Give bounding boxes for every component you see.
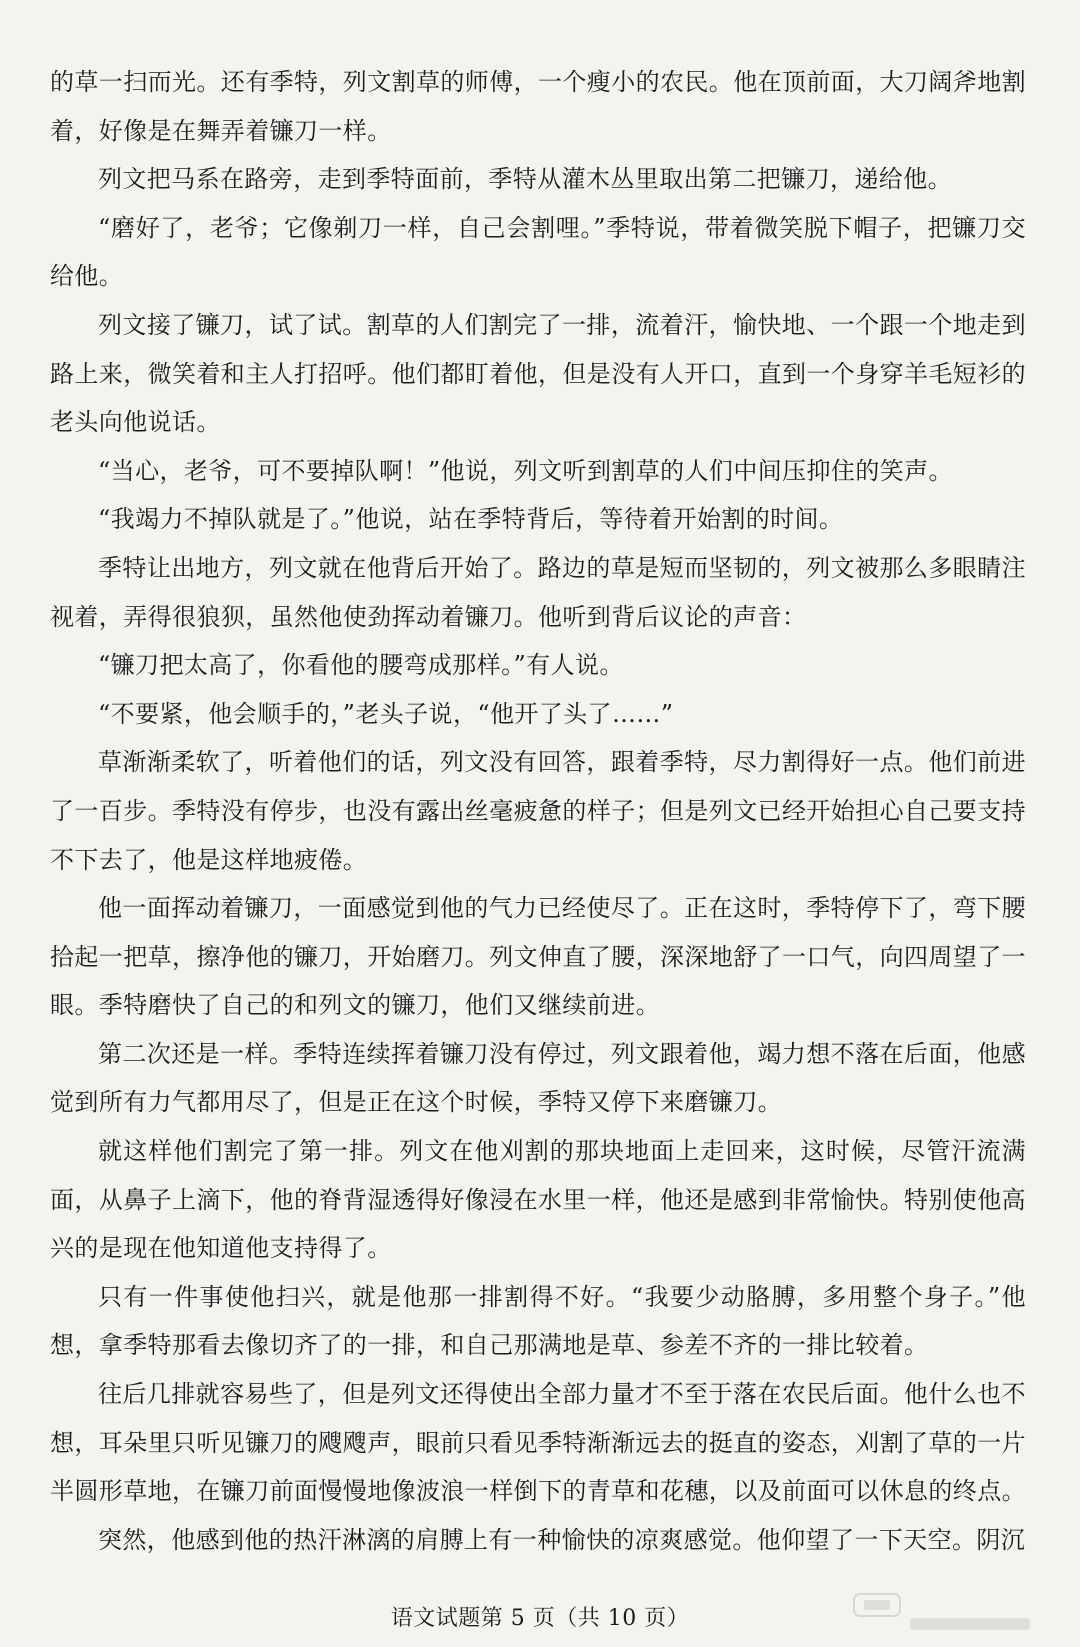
paragraph-13: 就这样他们割完了第一排。列文在他刈割的那块地面上走回来，这时候，尽管汗流满面，从鼻子上滴下，他的脊背湿透得好像浸在水里一样，他还是感到非常愉快。特别使他高兴的是现在他知道他支持得了。 [50, 1137, 1026, 1263]
paragraph-8: “镰刀把太高了，你看他的腰弯成那样。”有人说。 [98, 651, 624, 680]
paragraph-5: “当心，老爷，可不要掉队啊！”他说，列文听到割草的人们中间压抑住的笑声。 [98, 456, 953, 485]
paragraph-15: 往后几排就容易些了，但是列文还得使出全部力量才不至于落在农民后面。他什么也不想，耳朵里只听见镰刀的飕飕声，眼前只看见季特渐渐远去的挺直的姿态，刈割了草的一片半圆形草地，在镰刀前面慢慢地像波浪一样倒下的青草和花穗，以及前面可以休息的终点。 [50, 1380, 1026, 1506]
paragraph-1: 的草一扫而光。还有季特，列文割草的师傅，一个瘦小的农民。他在顶前面，大刀阔斧地割着，好像是在舞弄着镰刀一样。 [50, 68, 1026, 145]
paragraph-12: 第二次还是一样。季特连续挥着镰刀没有停过，列文跟着他，竭力想不落在后面，他感觉到所有力气都用尽了，但是正在这个时候，季特又停下来磨镰刀。 [50, 1039, 1026, 1117]
paragraph-4: 列文接了镰刀，试了试。割草的人们割完了一排，流着汗，愉快地、一个跟一个地走到路上来，微笑着和主人打招呼。他们都盯着他，但是没有人开口，直到一个身穿羊毛短衫的老头向他说话。 [50, 310, 1026, 437]
paragraph-2: 列文把马系在路旁，走到季特面前，季特从灌木丛里取出第二把镰刀，递给他。 [98, 165, 952, 194]
paragraph-3: “磨好了，老爷；它像剃刀一样，自己会割哩。”季特说，带着微笑脱下帽子，把镰刀交给他。 [50, 213, 1026, 291]
paragraph-10: 草渐渐柔软了，听着他们的话，列文没有回答，跟着季特，尽力割得好一点。他们前进了一百步。季特没有停步，也没有露出丝毫疲惫的样子；但是列文已经开始担心自己要支持不下去了，他是这样地疲倦。 [50, 748, 1026, 874]
paragraph-14: 只有一件事使他扫兴，就是他那一排割得不好。“我要少动胳膊，多用整个身子。”他想，拿季特那看去像切齐了的一排，和自己那满地是草、参差不齐的一排比较着。 [50, 1282, 1026, 1360]
watermark-logo-icon [850, 1588, 1040, 1638]
passage-text [50, 58, 1026, 1564]
page-footer: 语文试题第 5 页（共 10 页） [390, 1606, 690, 1631]
paragraph-16: 突然，他感到他的热汗淋漓的肩膊上有一种愉快的凉爽感觉。他仰望了一下天空。阴沉 [98, 1525, 1026, 1554]
paragraph-9: “不要紧，他会顺手的，”老头子说，“他开了头了……” [98, 699, 674, 728]
paragraph-7: 季特让出地方，列文就在他背后开始了。路边的草是短而坚韧的，列文被那么多眼睛注视着，弄得很狼狈，虽然他使劲挥动着镰刀。他听到背后议论的声音： [50, 553, 1026, 631]
paragraph-11: 他一面挥动着镰刀，一面感觉到他的气力已经使尽了。正在这时，季特停下了，弯下腰拾起一把草，擦净他的镰刀，开始磨刀。列文伸直了腰，深深地舒了一口气，向四周望了一眼。季特磨快了自己的和列文的镰刀，他们又继续前进。 [50, 894, 1026, 1020]
paragraph-6: “我竭力不掉队就是了。”他说，站在季特背后，等待着开始割的时间。 [98, 505, 844, 534]
